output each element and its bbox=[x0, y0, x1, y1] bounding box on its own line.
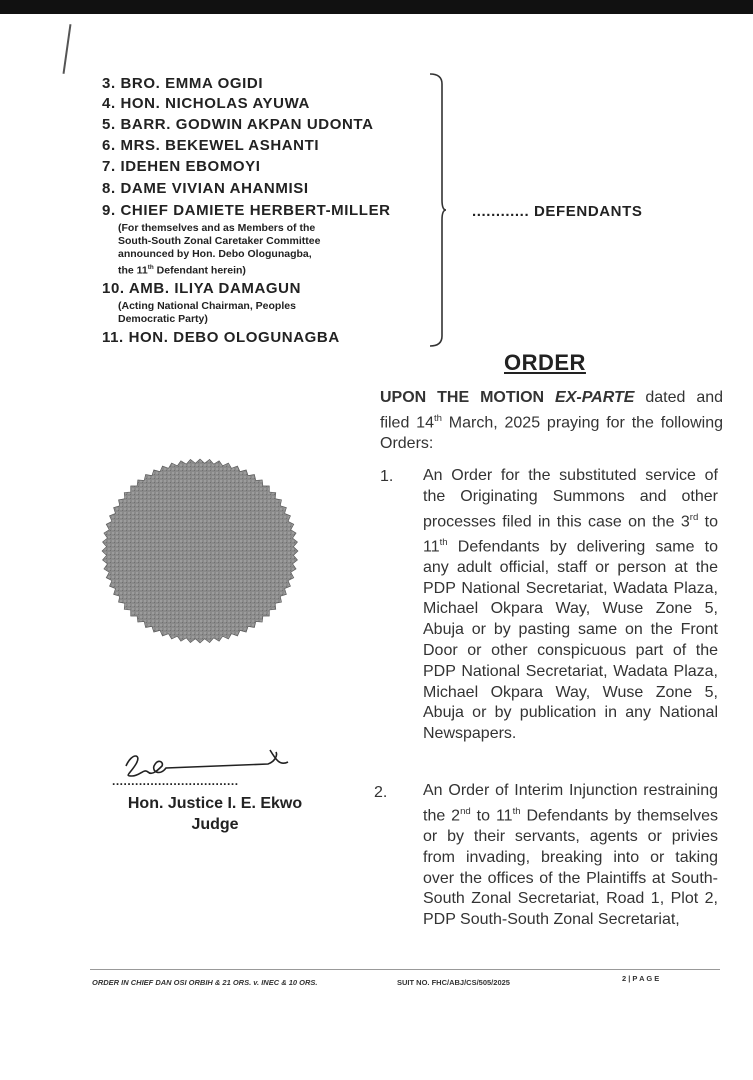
defendant-11: 11. HON. DEBO OLOGUNAGBA bbox=[102, 329, 340, 346]
signature-line: ................................. bbox=[112, 774, 239, 788]
footer-rule bbox=[90, 969, 720, 970]
defendant-9-note: (For themselves and as Members of the South-South Zonal Caretaker Committee announced by Hon. Debo Ologunagba, the 11th Defendant herein) bbox=[118, 222, 321, 277]
judge-name: Hon. Justice I. E. Ekwo bbox=[127, 795, 303, 812]
defendant-10: 10. AMB. ILIYA DAMAGUN bbox=[102, 280, 302, 297]
stray-pen-mark bbox=[63, 24, 72, 74]
defendant-6: 6. MRS. BEKEWEL ASHANTI bbox=[102, 137, 320, 154]
judge-block bbox=[110, 793, 320, 835]
footer-page-number: 2 | P A G E bbox=[622, 974, 660, 983]
defendant-5: 5. BARR. GODWIN AKPAN UDONTA bbox=[102, 116, 374, 133]
order-title: ORDER bbox=[504, 350, 586, 375]
defendant-9: 9. CHIEF DAMIETE HERBERT-MILLER bbox=[102, 202, 391, 219]
item-1-number: 1. bbox=[380, 468, 394, 485]
defendant-8: 8. DAME VIVIAN AHANMISI bbox=[102, 180, 309, 197]
defendant-10-note: (Acting National Chairman, Peoples Democratic Party) bbox=[118, 300, 296, 325]
footer-case-title: ORDER IN CHIEF DAN OSI ORBIH & 21 ORS. v. INEC & 10 ORS. bbox=[92, 978, 318, 987]
defendant-7: 7. IDEHEN EBOMOYI bbox=[102, 158, 261, 175]
order-item-2: An Order of Interim Injunction restraining the 2nd to 11th Defendants by themselves or by their servants, agents or privies from invading, breaking into or taking over the offices of the Plaintiffs at South-South Zonal Secretariat, Road 1, Plot 2, PDP South-South Zonal Secretariat, bbox=[423, 782, 719, 929]
scan-top-border bbox=[0, 0, 753, 14]
defendants-label: ............ DEFENDANTS bbox=[472, 203, 643, 220]
item-2-number: 2. bbox=[374, 784, 388, 801]
order-item-1: An Order for the substituted service of the Originating Summons and other processes filed in this case on the 3rd to 11th Defendants by delivering same to any adult official, staff or person at the PDP National Secretariat, Wadata Plaza, Michael Okpara Way, Wuse Zone 5, Abuja or by pasting same on the Front Door or other conspicuous part of the PDP National Secretariat, Wadata Plaza, Michael Okpara Way, Wuse Zone 5, Abuja or by publication in any National Newspapers. bbox=[423, 467, 718, 743]
curly-brace bbox=[428, 72, 446, 348]
judge-title: Judge bbox=[191, 816, 239, 833]
footer-suit-number: SUIT NO. FHC/ABJ/CS/505/2025 bbox=[397, 978, 510, 987]
order-intro: UPON THE MOTION EX-PARTE dated and filed 14th March, 2025 praying for the following Orders: bbox=[380, 389, 724, 452]
court-seal bbox=[100, 456, 300, 646]
defendant-4: 4. HON. NICHOLAS AYUWA bbox=[102, 95, 310, 112]
defendant-3: 3. BRO. EMMA OGIDI bbox=[102, 75, 264, 92]
